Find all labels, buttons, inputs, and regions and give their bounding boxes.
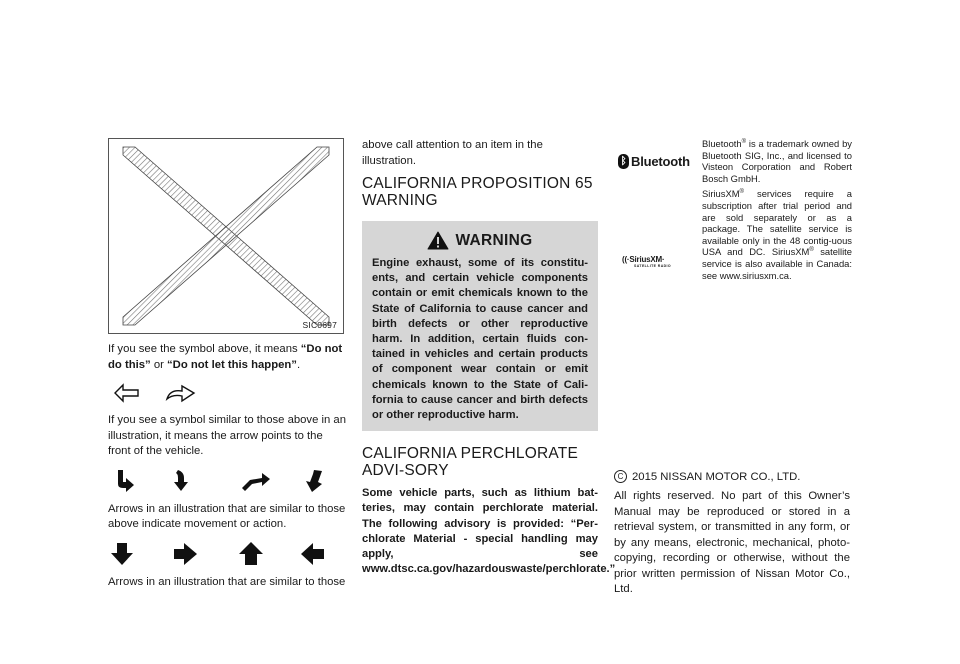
logo-area [614,138,702,281]
x-symbol-icon [109,139,343,333]
symbol-prefix: If you see the symbol above, it means [108,343,298,355]
bluetooth-logo-text: Bluetooth [631,154,690,169]
perchlorate-body: Some vehicle parts, such as lithium bat-teries, may contain perchlorate material. The following advisory is provided: “Per-chlorate Material - special handling may apply, see www.dtsc.ca.gov/hazardouswaste/perchlorate.” [362,487,616,576]
figure-code: SIC0697 [302,320,337,330]
warning-triangle-icon [427,231,449,250]
attention-arrow-icon [300,542,326,566]
warning-body: Engine exhaust, some of its constitu-ents, and certain vehicle components contain or emit chemicals known to the State of California to cause cancer and birth defects or other reproductive harm. In addition, certain fluids con-tained in vehicles and certain products of component wear contain or emit chemicals known to the State of Cali-fornia to cause cancer and birth defects or other reproductive harm. [372,257,588,422]
attention-text-start: Arrows in an illustration that are similar to those [108,575,346,588]
prohibition-figure [108,138,344,334]
copyright-text: 2015 NISSAN MOTOR CO., LTD. [632,470,801,483]
warning-box [362,221,598,431]
do-not-happen-phrase: “Do not let this happen” [167,358,297,371]
attention-text-end: above call attention to an item in the illustration. [362,139,543,167]
attention-arrow-icons [108,541,346,567]
movement-arrow-icon [300,468,326,494]
movement-arrow-icon [240,470,272,492]
siriusxm-logo [622,255,671,268]
attention-arrow-icon [172,542,198,566]
copyright-line [614,470,850,483]
movement-arrow-icons [108,468,346,494]
column-middle [362,138,616,577]
front-arrow-icons [108,381,346,405]
bluetooth-name: Bluetooth [702,138,742,149]
front-arrow-text: If you see a symbol similar to those above in an illustration, it means the arrow points to the front of the vehicle. [108,414,346,457]
bluetooth-logo [618,154,690,169]
rights-text: All rights reserved. No part of this Owner’s Manual may be reproduced or stored in a retrieval system, or transmitted in any form, or by any means, electronic, mechanical, photo-copying, recording or otherwise, without the prior written permission of Nissan Motor Co., Ltd. [614,490,850,595]
movement-arrow-icon [170,468,192,494]
perchlorate-title: CALIFORNIA PERCHLORATE ADVI-SORY [362,445,578,480]
period: . [296,358,301,371]
do-not-phrase: “Do not do this” [108,343,343,371]
attention-arrow-icon [238,541,264,567]
registered-mark: ® [741,138,747,145]
attention-arrow-icon [110,541,134,567]
column-right [614,138,852,281]
registered-mark: ® [739,189,744,196]
registered-mark: ® [809,247,814,254]
siriusxm-logo-sub: SATELLITE RADIO [634,264,672,268]
siriusxm-notice-body: services require a subscription after trial period and are sold separately or as a package. The satellite service is available only in the 48 contig-uous USA and DC. SiriusXM [702,188,852,258]
column-left [108,138,346,590]
movement-arrow-icon [114,468,136,494]
siriusxm-name: SiriusXM [702,188,740,200]
bluetooth-rune-icon: ᛒ [618,154,629,169]
symbol-meaning-text [108,342,346,373]
trademark-text [702,138,852,281]
siriusxm-notice [702,188,852,281]
warning-label: WARNING [455,231,533,249]
warning-header [372,231,588,250]
copyright-icon: C [614,470,627,483]
movement-text: Arrows in an illustration that are similar to those above indicate movement or action. [108,502,346,530]
siriusxm-notice-end: satellite service is also available in Canada: see www.siriusxm.ca. [702,246,852,281]
copyright-section [614,470,850,598]
siriusxm-logo-text: ((·SiriusXM· [622,255,665,264]
bluetooth-notice [702,138,852,184]
prop65-title: CALIFORNIA PROPOSITION 65 WARNING [362,175,593,209]
trademark-section [614,138,852,281]
or-word: or [153,358,164,371]
front-arrow-icon [164,381,204,405]
front-arrow-icon [112,381,142,405]
bluetooth-notice-body: is a trademark owned by Bluetooth SIG, Inc., and licensed to Visteon Corporation and Robert Bosch GmbH. [702,138,852,184]
